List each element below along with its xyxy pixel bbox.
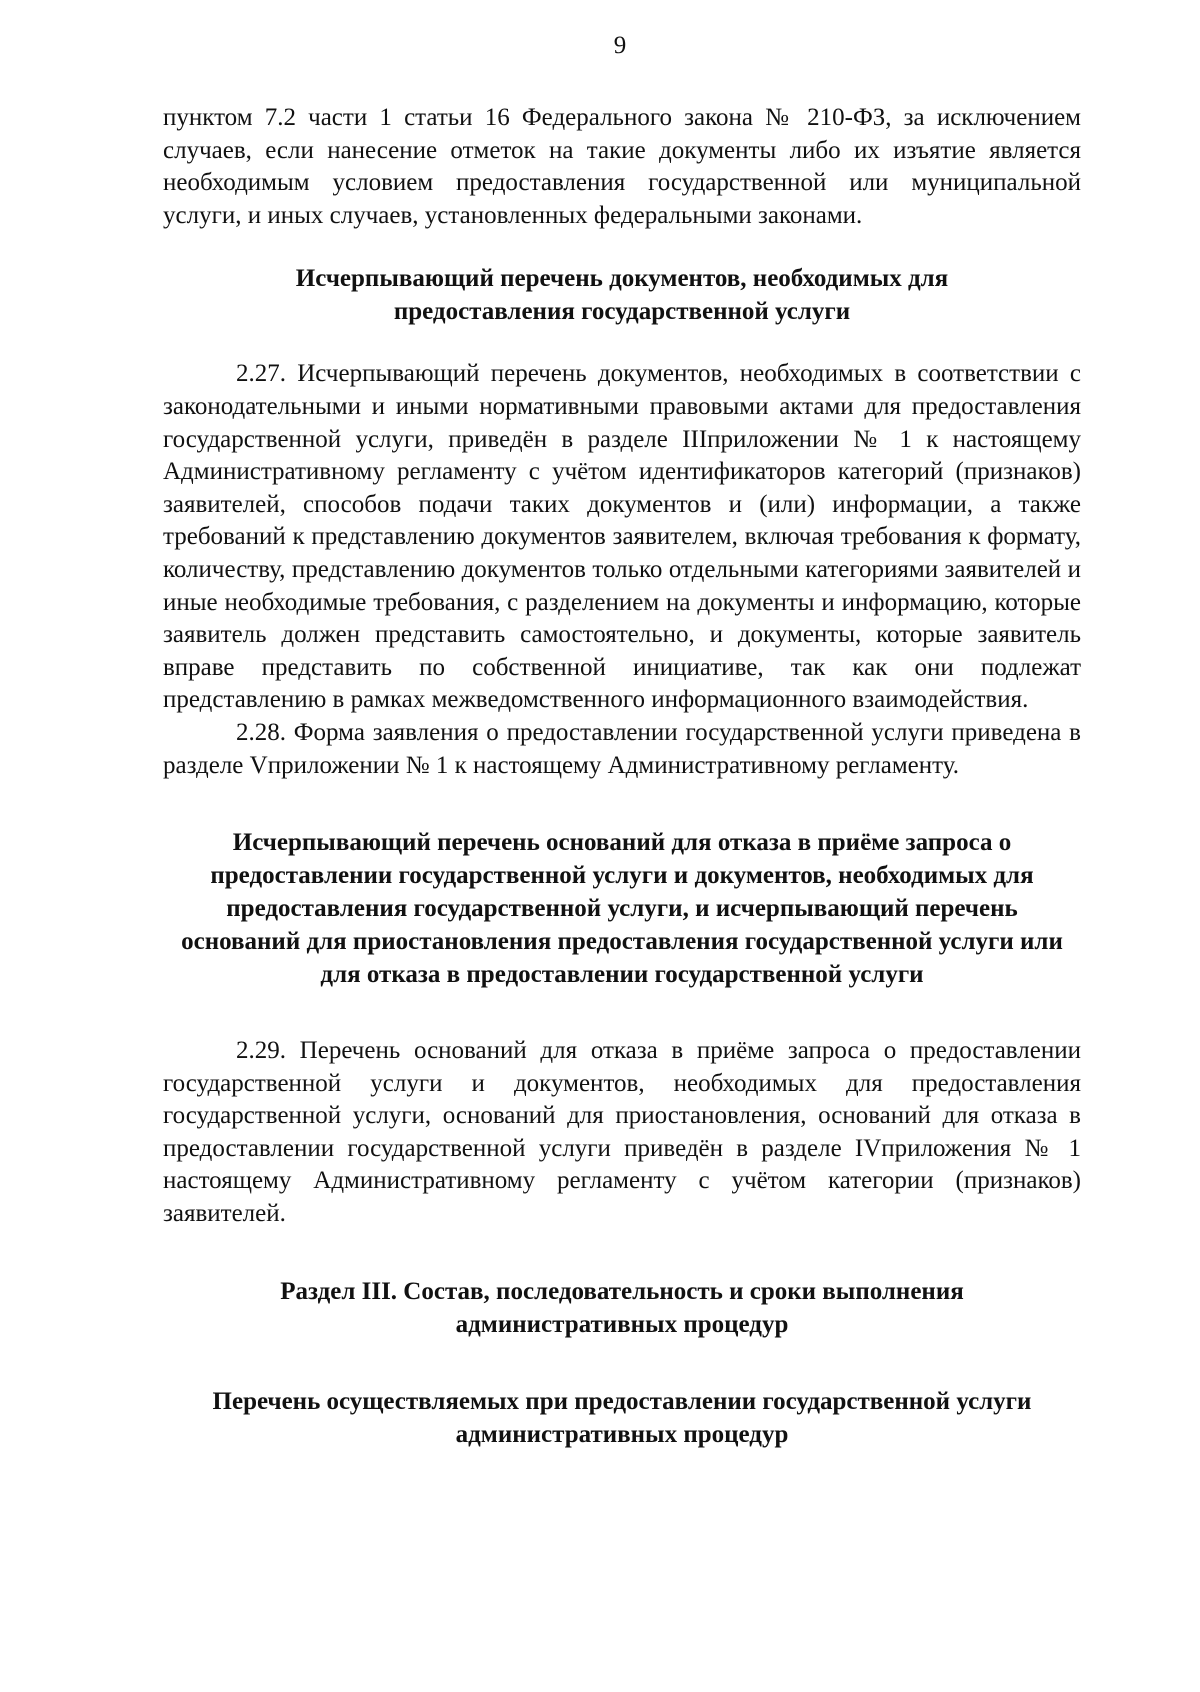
paragraph-2-28: 2.28. Форма заявления о предоставлении государственной услуги приведена в разделе Vприложении № 1 к настоящему Административному регламенту. — [163, 718, 1081, 779]
heading-documents-list: Исчерпывающий перечень документов, необходимых для предоставления государственной услуги — [295, 265, 949, 326]
paragraph-2-29: 2.29. Перечень оснований для отказа в приёме запроса о предоставлении государственной услуги и документов, необходимых для предоставления государственной услуги, оснований для приостановления, оснований для отказа в предоставлении государственной услуги приведён в разделе IVприложения № 1 настоящему Административному регламенту с учётом категории (признаков) заявителей. — [163, 1037, 1081, 1228]
document-body — [163, 102, 1081, 1451]
page-number: 9 — [613, 32, 627, 59]
heading-refusal-grounds: Исчерпывающий перечень оснований для отказа в приёме запроса о предоставлении государственной услуги и документов, необходимых для предоставления государственной услуги, и исчерпывающий перечень оснований для приостановления предоставления государственной услуги или для отказа в предоставлении государственной услуги — [181, 829, 1063, 989]
paragraph-intro: пунктом 7.2 части 1 статьи 16 Федерального закона № 210-ФЗ, за исключением случаев, если нанесение отметок на такие документы либо их изъятие является необходимым условием предоставления государственной или муниципальной услуги, и иных случаев, установленных федеральными законами. — [163, 104, 1081, 229]
paragraph-2-27: 2.27. Исчерпывающий перечень документов, необходимых в соответствии с законодательными и иными нормативными правовыми актами для предоставления государственной услуги, приведён в разделе IIIприложении № 1 к настоящему Административному регламенту с учётом идентификаторов категорий (признаков) заявителей, способов подачи таких документов и (или) информации, а также требований к представлению документов заявителем, включая требования к формату, количеству, представлению документов только отдельными категориями заявителей и иные необходимые требования, с разделением на документы и информацию, которые заявитель должен представить самостоятельно, и документы, которые заявитель вправе представить по собственной инициативе, так как они подлежат представлению в рамках межведомственного информационного взаимодействия. — [163, 360, 1081, 714]
heading-section-3: Раздел III. Состав, последовательность и сроки выполнения административных процедур — [280, 1277, 964, 1338]
heading-procedures-list: Перечень осуществляемых при предоставлении государственной услуги административных процедур — [212, 1387, 1032, 1448]
